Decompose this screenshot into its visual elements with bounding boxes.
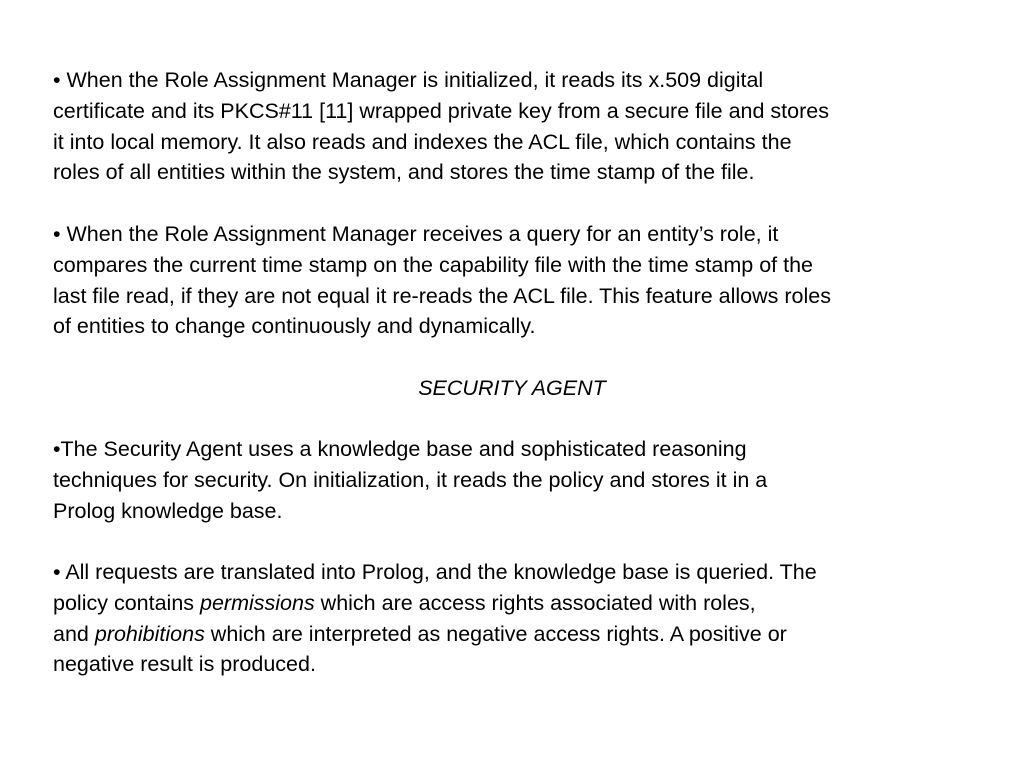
text-line: it into local memory. It also reads and indexes the ACL file, which contains the [53, 129, 792, 154]
text-segment: policy contains [53, 590, 200, 615]
text-line: techniques for security. On initialization, it reads the policy and stores it in a [53, 467, 768, 492]
text-line: • When the Role Assignment Manager is initialized, it reads its x.509 digital [53, 68, 764, 92]
requests-paragraph [53, 557, 993, 680]
text-line: •The Security Agent uses a knowledge base and sophisticated reasoning [53, 437, 747, 461]
prohibitions-term: prohibitions [94, 621, 205, 646]
text-line: of entities to change continuously and dynamically. [53, 314, 536, 339]
text-line: last file read, if they are not equal it re-reads the ACL file. This feature allows roles [53, 283, 831, 308]
text-segment: which are interpreted as negative access rights. A positive or [204, 621, 787, 646]
role-manager-init-paragraph [53, 65, 993, 188]
text-line: Prolog knowledge base. [53, 498, 283, 523]
text-line [53, 588, 993, 619]
text-line: • All requests are translated into Prolog, and the knowledge base is queried. The [53, 560, 817, 584]
text-line: negative result is produced. [53, 652, 316, 677]
role-manager-query-paragraph [53, 219, 993, 342]
security-agent-paragraph [53, 434, 993, 526]
text-line: compares the current time stamp on the capability file with the time stamp of the [53, 252, 814, 277]
text-line: • When the Role Assignment Manager receives a query for an entity’s role, it [53, 222, 779, 246]
text-line [53, 619, 993, 650]
text-line: roles of all entities within the system, and stores the time stamp of the file. [53, 160, 755, 185]
text-segment: and [53, 621, 95, 646]
text-line: certificate and its PKCS#11 [11] wrapped private key from a secure file and stores [53, 98, 829, 123]
security-agent-heading: SECURITY AGENT [418, 376, 606, 400]
text-segment: which are access rights associated with roles, [314, 590, 756, 615]
permissions-term: permissions [200, 590, 315, 615]
